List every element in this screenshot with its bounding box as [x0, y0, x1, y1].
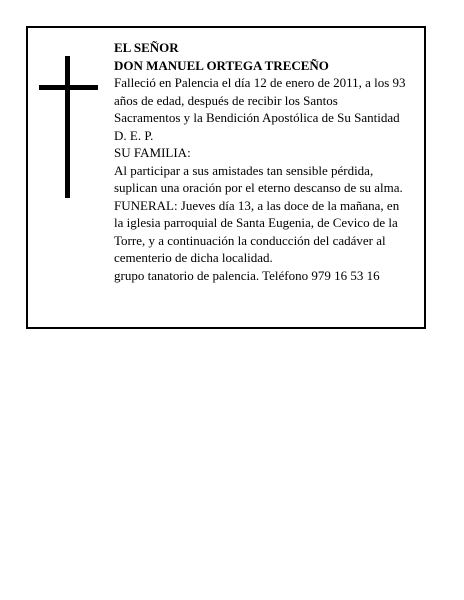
cross-icon-vertical-bar	[65, 56, 70, 198]
notice-line: cementerio de dicha localidad.	[114, 250, 273, 265]
notice-title-line1: EL SEÑOR	[114, 40, 179, 55]
notice-line: FUNERAL: Jueves día 13, a las doce de la mañana, en	[114, 197, 400, 213]
notice-line: SU FAMILIA:	[114, 145, 191, 160]
notice-line: Falleció en Palencia el día 12 de enero de 2011, a los 93	[114, 75, 406, 90]
notice-line: Sacramentos y la Bendición Apostólica de Su Santidad	[114, 110, 400, 125]
notice-line: Torre, y a continuación la conducción del cadáver al	[114, 232, 386, 248]
notice-text	[114, 39, 426, 284]
cross-icon-horizontal-bar	[39, 85, 98, 90]
notice-line: grupo tanatorio de palencia. Teléfono 979 16 53 16	[114, 267, 380, 283]
notice-line: Al participar a sus amistades tan sensible pérdida,	[114, 162, 374, 178]
notice-title-name: DON MANUEL ORTEGA TRECEÑO	[114, 57, 329, 73]
notice-line: la iglesia parroquial de Santa Eugenia, de Cevico de la	[114, 215, 398, 230]
notice-line: años de edad, después de recibir los Santos	[114, 92, 338, 108]
notice-line: suplican una oración por el eterno descanso de su alma.	[114, 180, 403, 195]
death-notice	[26, 26, 426, 329]
notice-line: D. E. P.	[114, 127, 154, 143]
